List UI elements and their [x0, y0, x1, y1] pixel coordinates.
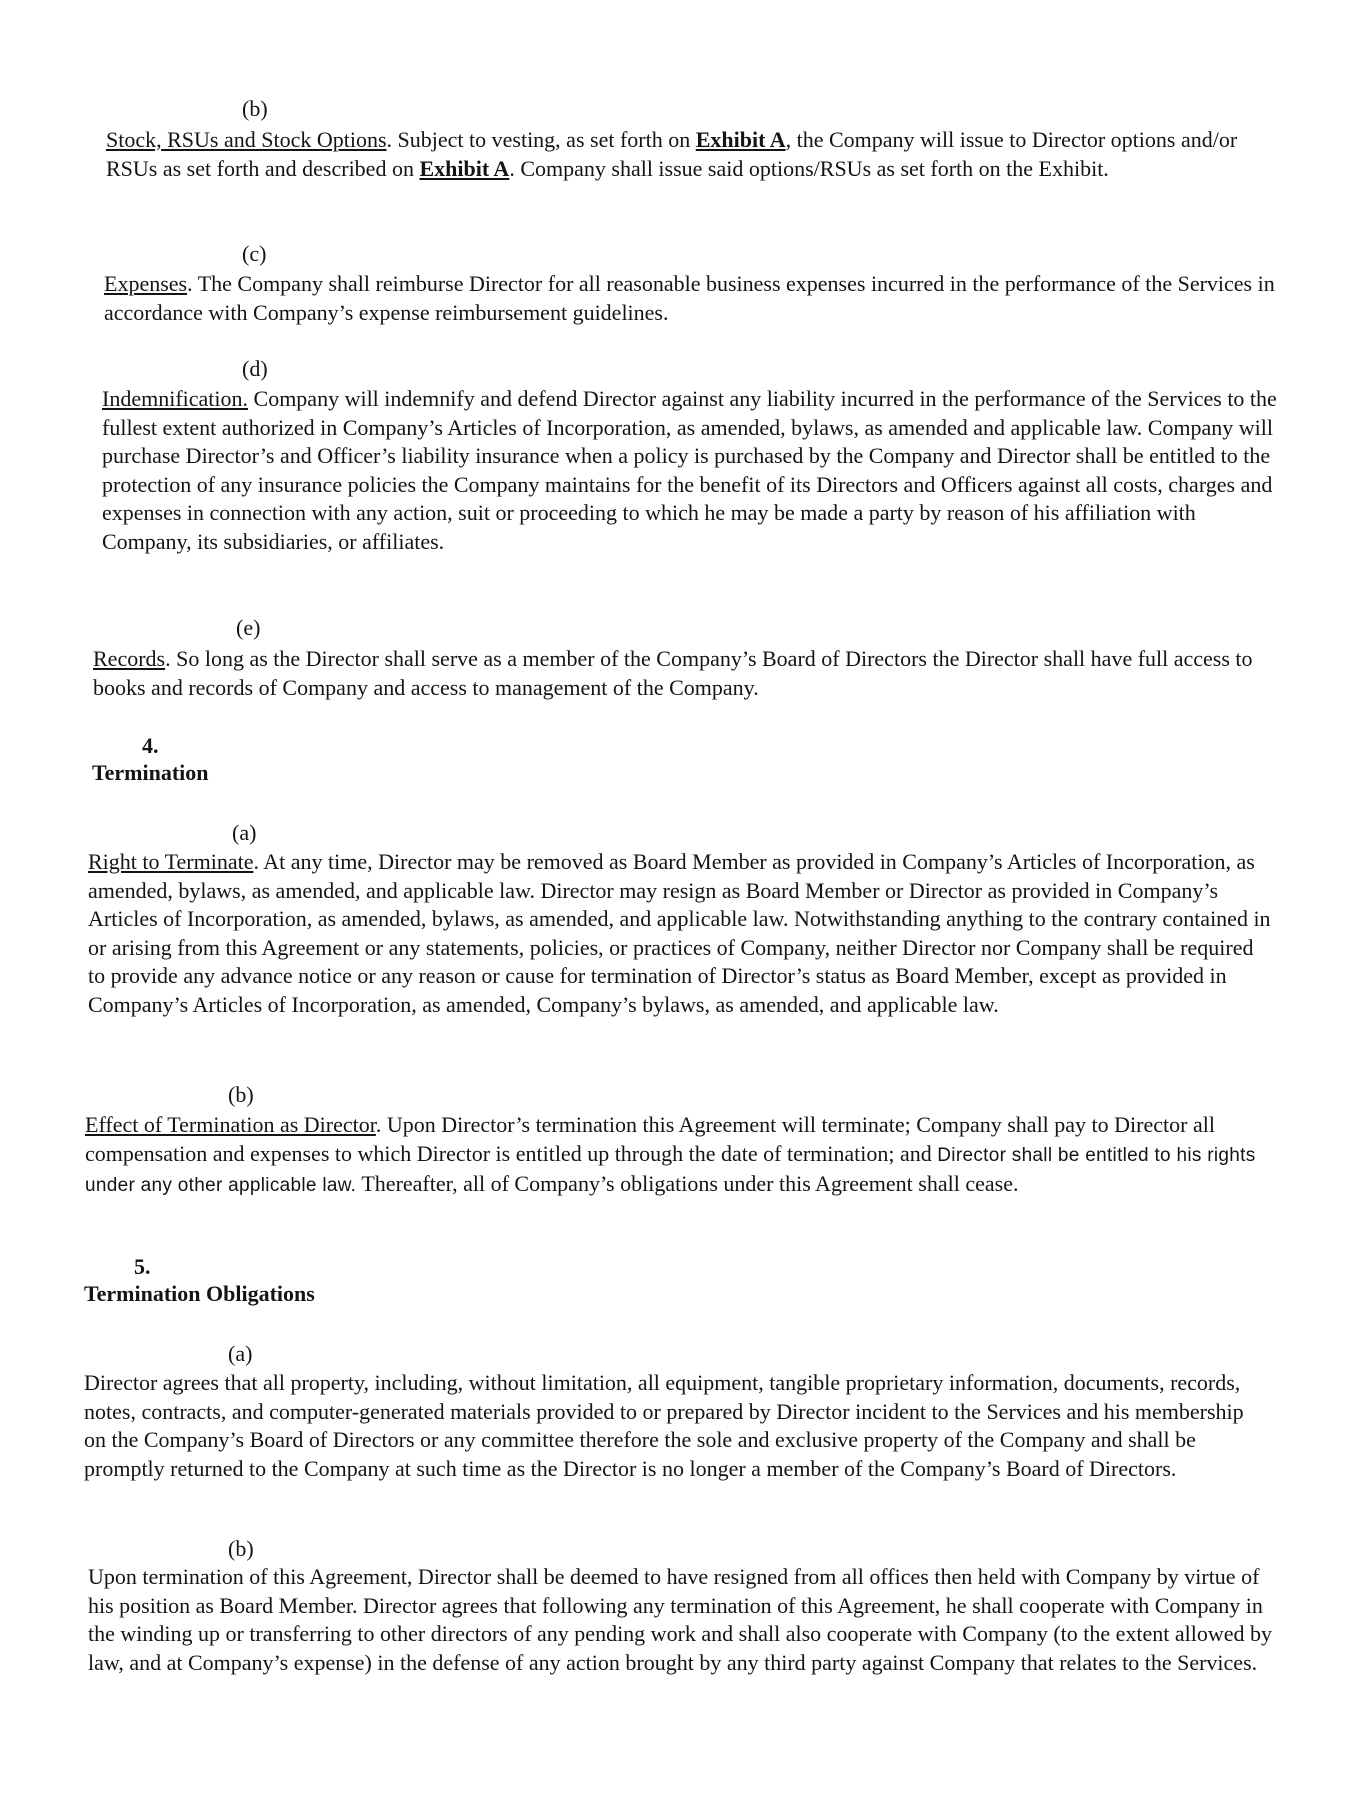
clause-3b-number: (b) — [242, 96, 268, 121]
clause-3e-title: Records — [93, 646, 166, 671]
section-4-number: 4. — [142, 733, 159, 758]
clause-4b-text-3: Thereafter, all of Company’s obligations under this Agreement shall cease. — [356, 1171, 1019, 1196]
clause-4a-number: (a) — [232, 820, 257, 845]
clause-5b-number: (b) — [228, 1536, 254, 1561]
clause-4b-number: (b) — [228, 1082, 254, 1107]
clause-3b-title: Stock, RSUs and Stock Options — [106, 127, 387, 152]
clause-4a-text: . At any time, Director may be removed as Board Member as provided in Company’s Articles of Incorporation, as amended, bylaws, as amended, and applicable law. Director may resign as Board Member or Director as provided in Company’s Articles of Incorporation, as amended, bylaws, as amended, and applicable law. Notwithstanding anything to the contrary contained in or arising from this Agreement or any statements, policies, or practices of Company, neither Director nor Company shall be required to provide any advance notice or any reason or cause for termination of Director’s status as Board Member, except as provided in Company’s Articles of Incorporation, as amended, Company’s bylaws, as amended, and applicable law. — [88, 849, 1271, 1017]
clause-4b-text-1: . Upon Director’s termination this Agreement will terminate; Company shall pay to Director all compensation and expenses to which Director is entitled up through the date of termination; and — [85, 1112, 1215, 1166]
section-4-title: Termination — [92, 760, 209, 785]
clause-3b-text-1: . Subject to vesting, as set forth on — [386, 127, 696, 152]
clause-3c-title: Expenses — [104, 271, 188, 296]
clause-4b-text-2: Director shall be entitled to his rights under any other applicable law. — [85, 1144, 1256, 1196]
section-5-number: 5. — [134, 1254, 151, 1279]
clause-3c-text: . The Company shall reimburse Director for all reasonable business expenses incurred in the performance of the Services in accordance with Company’s expense reimbursement guidelines. — [104, 271, 1275, 325]
clause-4b-title: Effect of Termination as Director — [85, 1112, 376, 1137]
clause-5a-number: (a) — [228, 1341, 253, 1366]
clause-4b-paragraph — [85, 1111, 1270, 1201]
clause-3e-paragraph — [93, 645, 1278, 702]
section-5-title: Termination Obligations — [84, 1281, 315, 1306]
clause-4a-title: Right to Terminate — [88, 849, 254, 874]
clause-3e-text: . So long as the Director shall serve as a member of the Company’s Board of Directors the Director shall have full access to books and records of Company and access to management of the Company. — [93, 646, 1253, 700]
clause-3c-number: (c) — [242, 241, 267, 266]
clause-3d-text: Company will indemnify and defend Director against any liability incurred in the performance of the Services to the fullest extent authorized in Company’s Articles of Incorporation, as amended, bylaws, as amended and applicable law. Company will purchase Director’s and Officer’s liability insurance when a policy is purchased by the Company and Director shall be entitled to the protection of any insurance policies the Company maintains for the benefit of its Directors and Officers against all costs, charges and expenses in connection with any action, suit or proceeding to which he may be made a party by reason of his affiliation with Company, its subsidiaries, or affiliates. — [102, 386, 1277, 554]
clause-3b-text-3: . Company shall issue said options/RSUs as set forth on the Exhibit. — [509, 155, 1109, 181]
clause-4a-paragraph — [88, 848, 1273, 1019]
clause-3b-text-2: , the Company will issue to Director options and/or RSUs as set forth and described on — [106, 127, 1238, 181]
clause-3d-title: Indemnification. — [102, 386, 249, 411]
exhibit-a-reference-2: Exhibit A — [419, 155, 510, 181]
clause-5b-paragraph: Upon termination of this Agreement, Director shall be deemed to have resigned from all offices then held with Company by virtue of his position as Board Member. Director agrees that following any termination of this Agreement, he shall cooperate with Company in the winding up or transferring to other directors of any pending work and shall also cooperate with Company (to the extent allowed by law, and at Company’s expense) in the defense of any action brought by any third party against Company that relates to the Services. — [88, 1564, 1273, 1675]
clause-3c-paragraph — [104, 270, 1289, 327]
clause-3e-number: (e) — [236, 615, 261, 640]
clause-3d-paragraph — [102, 385, 1287, 556]
clause-3b-paragraph — [106, 126, 1291, 183]
clause-3d-number: (d) — [242, 356, 268, 381]
exhibit-a-reference-1: Exhibit A — [695, 127, 786, 152]
clause-5a-paragraph: Director agrees that all property, including, without limitation, all equipment, tangible proprietary information, documents, records, notes, contracts, and computer-generated materials provided to or prepared by Director incident to the Services and his membership on the Company’s Board of Directors or any committee therefore the sole and exclusive property of the Company and shall be promptly returned to the Company at such time as the Director is no longer a member of the Company’s Board of Directors. — [84, 1370, 1244, 1481]
